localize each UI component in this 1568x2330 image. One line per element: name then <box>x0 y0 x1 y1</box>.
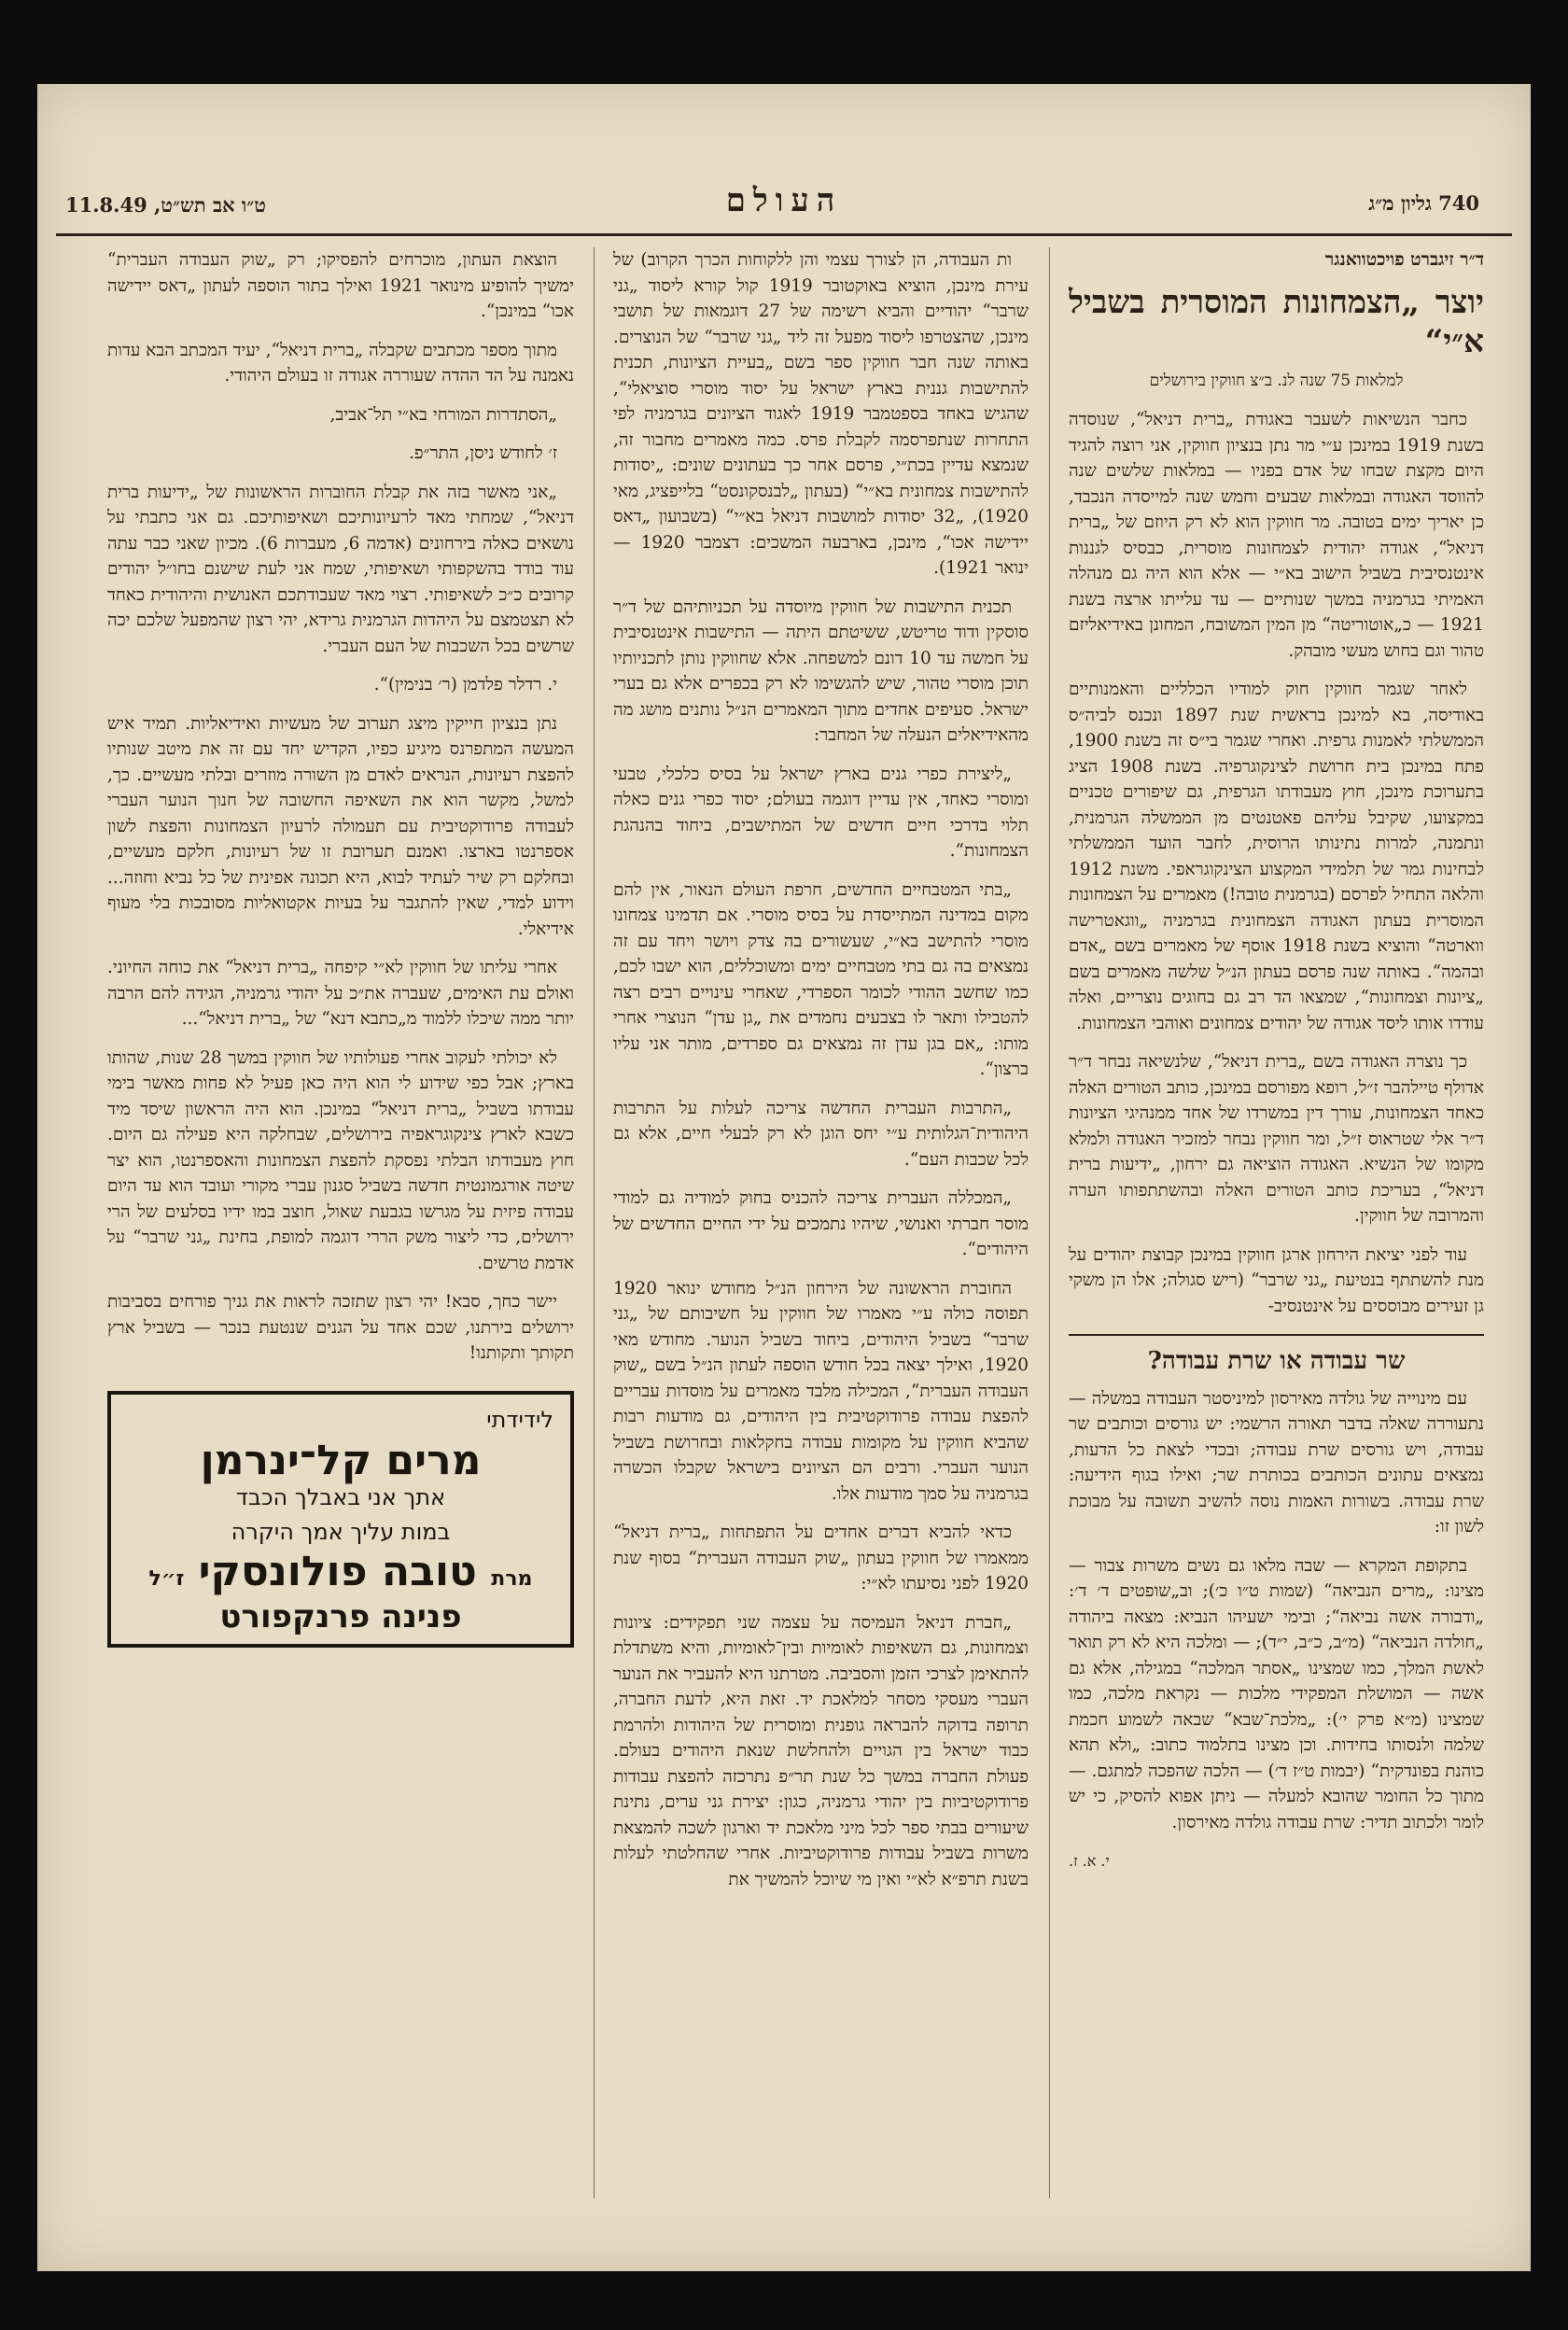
article-title: שר עבודה או שרת עבודה? <box>1147 1347 1406 1375</box>
issue-date: ט״ו אב תש״ט, 11.8.49 <box>65 193 266 217</box>
column-right <box>1069 247 1484 2198</box>
notice-line: במות עליך אמך היקרה <box>231 1519 451 1545</box>
notice-suffix: ז״ל <box>148 1566 185 1591</box>
paragraph: יישר כחך, סבא! יהי רצון שתזכה לראות את גניך פורחים בסביבות ירושלים בירתנו, שכם אחד על הגנים שנטעת בנכר — בשביל ארץ תקותך ותקותנו! <box>107 1292 574 1363</box>
paragraph: תכנית התישבות של חווקין מיוסדה על תכניותיהם של ד״ר סוסקין ודוד טריטש, ששיטתם היתה — התישבות אינטנסיבית על חמשה עד 10 דונם למשפחה. אלא שחווקין נותן לתכניותיו תוכן מוסרי טהור, שיש להגשימו לא רק בכפרים אלא גם בערי ישראל. סעיפים אחדים מתוך המאמרים הנ״ל נותנים מושג מה מהאידיאלים הנעלה של המחבר: <box>613 597 1029 745</box>
page-header <box>37 182 1531 229</box>
notice-greeting: לידידתי <box>486 1406 553 1433</box>
paragraph: „ליצירת כפרי גנים בארץ ישראל על בסיס כלכלי, טבעי ומוסרי כאחד, אין עדיין דוגמה בעולם; יסוד כפרי גנים כאלה תלוי בדרכי חיים חדשים של המתישבים, ביחוד בהנהגת הצמחונות“. <box>613 764 1029 861</box>
column-middle <box>613 247 1029 2198</box>
notice-deceased <box>128 1547 553 1595</box>
article-signoff: י. א. ז. <box>1069 1852 1110 1870</box>
article-title: יוצר „הצמחונות המוסרית בשביל א״י“ <box>1069 283 1484 360</box>
issue-number: 740 גליון מ״ג <box>1368 191 1479 215</box>
column-left <box>107 247 574 2198</box>
notice-recipient: מרים קל־ינרמן <box>200 1437 482 1484</box>
paragraph: בתקופת המקרא — שבה מלאו גם נשים משרות צבור — מצינו: „מרים הנביאה“ (שמות ט״ו כ׳); וב„שופטים ד׳ ד׳: „ודבורה אשה נביאה“; ובימי ישעיהו הנביא: מצאה ביהודה „חולדה הנביאה“ (מ״ב, כ״ב, י״ד); — ומלכה היא לא רק תואר לאשת המלך, כמו שמצינו „אסתר המלכה“ במגילה, אלא גם אשה — המושלת המפקידי מלכות — נקראת מלכה, כמו שמצינו (מ״א פרק י׳): „מלכת־שבא“ שבאה לשמוע חכמת שלמה ולנסותו בחידות. וכן מצינו בתלמוד כתוב: „ולא תהא כוהנת בפונדקית“ (יבמות ט״ז ד׳) — הלכה שהפכה למתגם. — מתוך כל החומר שהובא למעלה — ניתן אפוא להסיק, כי יש לומר ולכתוב תדיר: שרת עבודה גולדה מאירסון. <box>1069 1555 1484 1832</box>
column-divider <box>594 247 595 2198</box>
section-rule <box>1069 1334 1484 1336</box>
newspaper-page <box>37 84 1531 2271</box>
paragraph: כחבר הנשיאות לשעבר באגודת „ברית דניאל“, שנוסדה בשנת 1919 במינכן ע״י מר נתן בנציון חווקין, אני רוצה להגיד היום מקצת שבחו של אדם בפניו — במלאות שלשים שנה להווסד האגודה ובמלאות שבעים וחמש שנה למייסדה הנכבד, כן יאריך ימים בטובה. מר חווקין הוא לא רק היוזם של „ברית דניאל“, אגודה יהודית לצמחונות מוסרית, כבסיס לגננות אינטנסיבית בשביל הישוב בא״י — אלא הוא היה גם מנהלה האמיתי בגרמניה במשך שנותיים — עד עלייתו ארצה בשנת 1921 — כ„אוטוריטה“ מן המין המשובח, המחונן באידיאליזם טהור וגם בחוש מעשי מובהק. <box>1069 410 1484 661</box>
paragraph: „בתי המטבחיים החדשים, חרפת העולם הנאור, אין להם מקום במדינה המתייסדת על בסיס מוסרי. אם תדמינו צמחונו מוסרי להתישב בא״י, שעשורים בה צדק ויושר ויחד עם זה נמצאים בה גם בתי מטבחיים ימים ומשוכללים, הוא ישבו לכם, כמו שחשב ההודי לכומר הספרדי, שאחרי עינויים רבים רצה להטבילו ותאר לו בצבעים נחמדים את „גן עדן“ הנוצרי אחרי מותו: „אם בגן עדן זה נמצאים גם ספרדים, מותר אני עליו ברצון“. <box>613 879 1029 1079</box>
paragraph: ות העבודה, הן לצורך עצמי והן ללקוחות הכרך הקרוב) של עירת מינכן, הוציא באוקטובר 1919 קול קורא ליסוד „גני שרבר“ יהודיים והביא רשימה של 27 דוגמאות של תושבי מינכן, שהצטרפו ליסוד מפעל זה ליד „גני שרבר“ של הנוצרים. באותה שנה חבר חווקין ספר בשם „בעיית הציונות, תכנית להתישבות גננית בארץ ישראל על יסוד מוסרי סוציאלי“, שהגיש באחד בספטמבר 1919 לאגוד הציונים בגרמניה לפי התחרות שנתפרסמה לקבלת פרס. כמה מאמרים מחבור זה, שנמצא עדיין בכת״י, פרסם אחר כך בעתונים שונים: „יסודות להתישבות צמחונית בא״י“ (בעתון „לבנסקונסט“ בלייפציג, מאי 1920), „32 יסודות למושבות דניאל בא״י“ (בשבועון „דאס יידישה אכו“, מינכן, בארבעה המשכים: דצמבר 1920 — ינואר 1921). <box>613 250 1029 578</box>
newspaper-title: העולם <box>725 182 843 219</box>
letter-date: ז׳ לחודש ניסן, התר״פ. <box>408 443 557 463</box>
paragraph: מתוך מספר מכתבים שקבלה „ברית דניאל“, יעיד המכתב הבא עדות נאמנה על הד ההדה שעוררה אגודה זו בעולם היהודי. <box>107 340 574 386</box>
article-subtitle: למלאות 75 שנה לנ. ב״צ חווקין בירושלים <box>1149 371 1404 390</box>
paragraph: החוברת הראשונה של הירחון הנ״ל מחודש ינואר 1920 תפוסה כולה ע״י מאמרו של חווקין על חשיבותם של „גני שרבר“ בשביל היהודים, ביחוד בשביל הנוער. מחודש מאי 1920, ואילך יצאה בכל חודש הוספה לעתון הנ״ל בשם „שוק העבודה העברית“, המכילה מלבד מאמרים על מוסדות עבריים להפצת עבודה פרודוקטיבית בין היהודים, גם מודעות רבות שהביא חווקין על מקומות עבודה בחקלאות ובחרושת בשביל הנוער העברי. ורבים הם הציונים בישראל שקבלו הכשרה בגרמניה על סמך מודעות אלו. <box>613 1278 1029 1504</box>
paragraph: כדאי להביא דברים אחדים על התפתחות „ברית דניאל“ ממאמרו של חווקין בעתון „שוק העבודה העברית“ בסוף שנת 1920 לפני נסיעתו לא״י: <box>613 1523 1029 1593</box>
article-byline: ד״ר זיגברט פויכטוואנגר <box>1324 249 1484 270</box>
paragraph: „חברת דניאל העמיסה על עצמה שני תפקידים: ציונות וצמחונות, גם השאיפות לאומיות ובין־לאומיות, והיא משתדלת להתאימן לצרכי הזמן והסביבה. מטרתנו היא להעביר את הנוער העברי מעסקי מסחר למלאכת יד. זאת היא, לדעת החברה, תרופה בדוקה להבראה גופנית ומוסרית של היהודות ולהרמת כבוד ישראל בין הגויים ולהחלשת שנאת היהודים בעולם. פעולת החברה במשך כל שנת תר״פ נתרכזה להפצת עבודות פרודוקטיביות בין יהודי גרמניה, כגון: יצירת גני ערים, נתינת שיעורים בבתי ספר לכל מיני מלאכת יד וארגון לשכה להמצאת משרות בשביל עבודות פרודוקטיביות. אחרי שהחלטתי לעלות בשנת תרפ״א לא״י ואין מי שיוכל להמשיך את <box>613 1612 1029 1889</box>
paragraph: כך נוצרה האגודה בשם „ברית דניאל“, שלנשיאה נבחר ד״ר אדולף טיילהבר ז״ל, רופא מפורסם במינכן, כותב הטורים האלה כאחד הצמחונות, עורך דין במשרדו של אחד ממנהיגי הציונות ד״ר אלי שטראוס ז״ל, ומר חווקין נבחר למזכיר האגודה ולמלא מקומו של הנשיא. האגודה הוציאה גם ירחון, „ידיעות ברית דניאל“, בעריכת כותב הטורים האלה ובהשתתפותו הערה והמרובה של חווקין. <box>1069 1052 1484 1226</box>
letter-signature: י. רדלר פלדמן (ר׳ בנימין)“. <box>373 675 557 695</box>
paragraph: „התרבות העברית החדשה צריכה לעלות על התרבות היהודית־הגלותית ע״י יחס הוגן לא רק לבעלי חיים, אלא גם לכל שכבות העם“. <box>613 1098 1029 1170</box>
header-rule <box>56 233 1512 236</box>
paragraph: עוד לפני יציאת הירחון ארגן חווקין במינכן קבוצת יהודים על מנת להשתתף בנטיעת „גני שרבר“ (ריש סגולה; אלו הן משקי גן זעירים מבוססים על אינטנסיב- <box>1069 1244 1484 1316</box>
letter-heading: „הסתדרות המורחי בא״י תל־אביב, <box>329 404 557 425</box>
paragraph: אחרי עליתו של חווקין לא״י קיפחה „ברית דניאל“ את כוחה החיוני. ואולם עת האימים, שעברה את״כ על יהודי גרמניה, הגידה להם הרבה יותר ממה שיכלו ללמוד מ„כתבא דנא“ של „ברית דניאל“... <box>107 958 574 1029</box>
notice-deceased-name: טובה פולונסקי <box>198 1547 477 1595</box>
notice-signer: פנינה פרנקפורט <box>219 1598 462 1635</box>
notice-prefix: מרת <box>491 1566 533 1591</box>
column-divider <box>1049 247 1050 2198</box>
paragraph: לאחר שגמר חווקין חוק למודיו הכלליים והאמנותיים באודיסה, בא למינכן בראשית שנת 1897 ונכנס לביה״ס הממשלתי לאמנות גרפית. ואחרי שגמר בי״ס זה בשנת 1900, פתח במינכן בית חרושת לצינקוגרפיה. בשנת 1908 הציג בתערוכת מינכן, חוץ מעבודתו הגרפית, גם שיפורים טכניים במקצועו, שקיבל עליהם פאטנטים מן הממשלה הגרמנית, ונתמנה, למרות נתינותו הרוסית, לחבר הועד הממשלתי לבחינות גמר של תלמידי המקצוע הצינקוגראפי. משנת 1912 והלאה התחיל לפרסם (בגרמנית טובה!) מאמרים על הצמחונות המוסרית בעתון האגודה הצמחונית בגרמניה „ווגאטרישה ווארטה“ והוציא בשנת 1918 אוסף של מאמרים בשם „אדם ובהמה“. באותה שנה פרסם בעתון הנ״ל שלשה מאמרים בשם „ציונות וצמחונות“, שמצאו הד רב גם בחוגים נוצריים, ואלה עודדו אותו ליסד אגודה של יהודים צמחונים ואוהבי הצמחונות. <box>1069 680 1484 1033</box>
paragraph: לא יכולתי לעקוב אחרי פעולותיו של חווקין במשך 28 שנות, שהותו בארץ; אבל כפי שידוע לי הוא היה כאן פעיל לא פחות מאשר בימי עבודתו בשביל „ברית דניאל“ במינכן. הוא היה הראשון שיסד מיד כשבא לארץ צינקוגראפיה בירושלים, שבחלקה היא פעילה גם היום. חוץ מעבודתו הבלתי נפסקת להפצת הצמחונות והאספרנטו, הוא יצר שיטה אורגמונטית חדשה בשביל סגנון עברי מקורי ועובד הוא עד היום עבודה פיזית על מגרשו בגבעת שאול, חוצב במו ידיו בסלעים של הרי ירושלים, כדי ליצור משק הררי דוגמה למופת, בחינת „גני שרבר“ על אדמת טרשים. <box>107 1047 574 1273</box>
notice-line: אתך אני באבלך הכבד <box>235 1483 446 1510</box>
paragraph: הוצאת העתון, מוכרחים להפסיקו; רק „שוק העבודה העברית“ ימשיך להופיע מינואר 1921 ואילך בתור הוספה לעתון „דאס יידישה אכו“ במינכן“. <box>107 250 574 321</box>
paragraph: נתן בנציון חייקין מיצג תערוב של מעשיות ואידיאליות. תמיד איש המעשה המתפרנס מיגיע כפיו, הקדיש יחד עם זה את מיטב שנותיו להפצת רעיונות, הנראים לאדם מן השורה מוזרים ובלתי מעשיים. כך, למשל, מקשר הוא את השאיפה החשובה של חנוך הנוער העברי לעבודה פרודוקטיבית עם תעמולה לרעיון הצמחונות והפצת לשון אספרנטו בארצו. ואמנם תערובת זו של רעיונות, חלקם מעשיים, ובחלקם רק שיר לעתיד לבוא, היא תכונה אפינית של כל נביא וחוזה... וידוע למדי, שאין להתגבר על בעיות אקטואליות מסובכות בלי מעוף אידיאלי. <box>107 713 574 939</box>
condolence-notice <box>107 1391 574 1648</box>
paragraph: עם מינוייה של גולדה מאירסון למיניסטר העבודה במשלה — נתעוררה שאלה בדבר תאורה הרשמי: יש גורסים וכותבים שר עבודה, ויש גורסים שרת עבודה; ובכדי לצאת כל הדעות, נמצאים עתונים הכותבים בכותרת שר; ואילו בגוף הידיעה: שרת עבודה. בשורות האמות נוסה להשיב תשובה על מבוכת לשון זו: <box>1069 1388 1484 1537</box>
paragraph: „המכללה העברית צריכה להכניס בחוק למודיה גם למודי מוסר חברתי ואנושי, שיהיו נתמכים על ידי החיים החדשים של היהודים“. <box>613 1188 1029 1259</box>
paragraph: „אני מאשר בזה את קבלת החוברות הראשונות של „ידיעות ברית דניאל“, שמחתי מאד לרעיונותיכם ושאיפותיכם. גם אני כתבתי על נושאים כאלה בירחונים (אדמה 6, מעברות 6). מכיון שאני כבר עתה עוד בודד בהשקפותי ושאיפותי, שמח אני לעת שישנם בחו״ל יהודים קרובים כ״כ לשאיפותי. רצוי מאד שעבודתכם האנושית והיהודית כאחד לא תצטמצם על היהדות הגרמנית גרידא, יהי רצון שהמפעל שלכם יכה שרשים בכל השכבות של העם העברי. <box>107 482 574 656</box>
